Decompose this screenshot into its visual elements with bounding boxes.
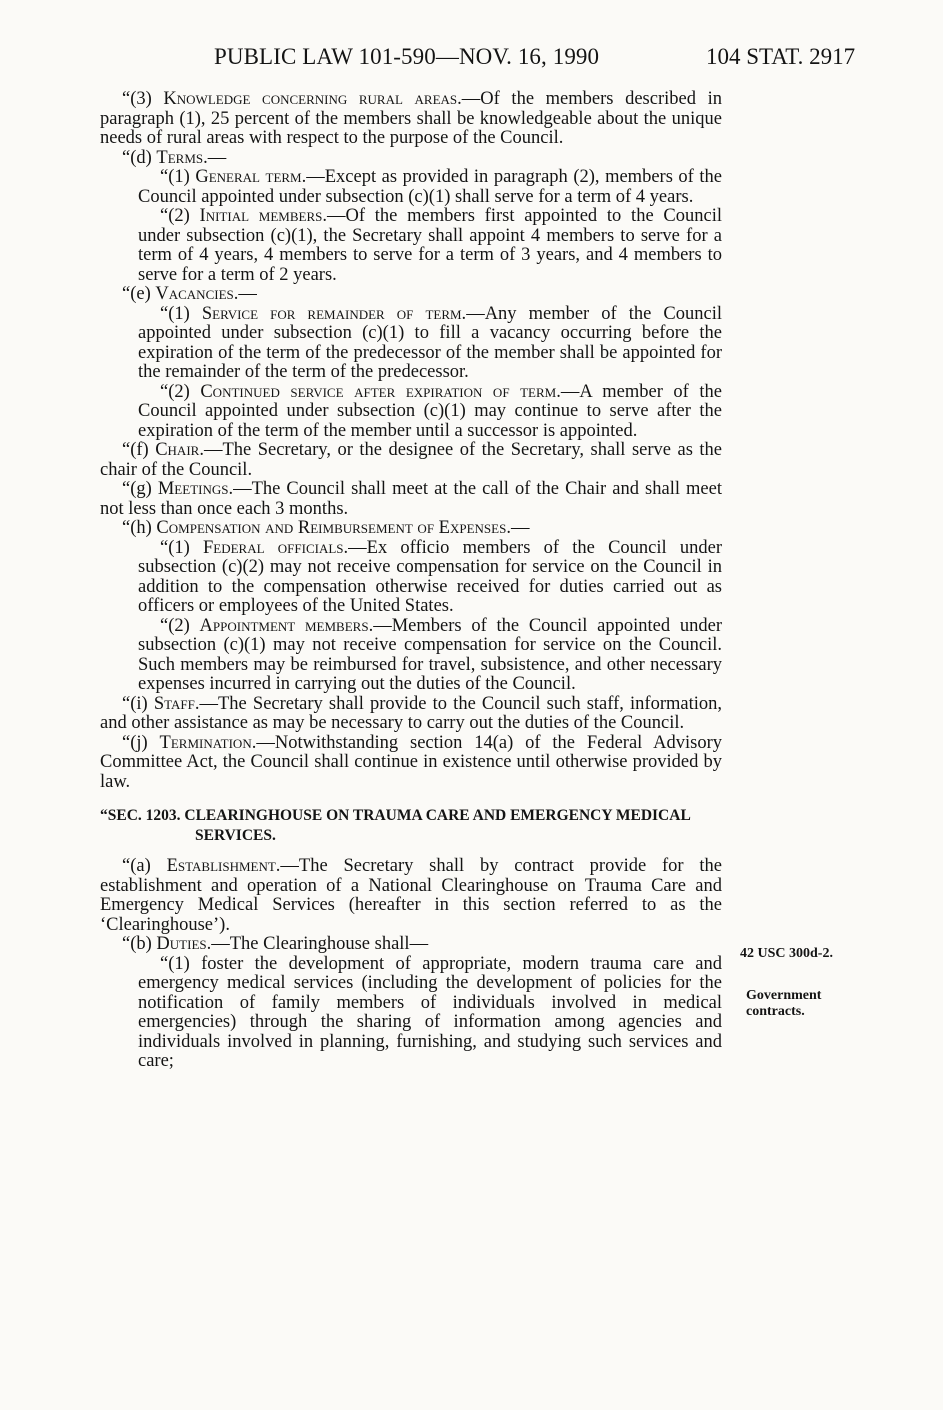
page-header [0,44,943,74]
paragraph-d2-initial-members: “(2) Initial members.—Of the members first appointed to the Council under subsection (c)(1), the Secretary shall appoint 4 members to serve for a term of 4 years, 4 members to serve for a term of 3 years, and 4 members to serve for a term of 2 years. [138,206,722,285]
subsection-j-termination: “(j) Termination.—Notwithstanding section 14(a) of the Federal Advisory Committee Act, the Council shall continue in existence until otherwise provided by law. [100,732,722,792]
statute-body [100,90,722,1072]
running-head-title: PUBLIC LAW 101-590—NOV. 16, 1990 [214,44,600,69]
subsection-a-establishment: “(a) Establishment.—The Secretary shall by contract provide for the establishment and operation of a National Clearinghouse on Trauma Care and Emergency Medical Services (hereafter in this section referred to as the ‘Clearinghouse’). [100,856,722,935]
subsection-b-duties: “(b) Duties.—The Clearinghouse shall— [122,934,429,954]
section-1203-heading: “SEC. 1203. CLEARINGHOUSE ON TRAUMA CARE AND EMERGENCY MEDICAL SERVICES. [100,807,690,844]
paragraph-c3-rural-areas: “(3) Knowledge concerning rural areas.—Of the members described in paragraph (1), 25 percent of the members shall be knowledgeable about the unique needs of rural areas with respect to the purpose of the Council. [100,89,722,148]
paragraph-e1-remainder-of-term: “(1) Service for remainder of term.—Any member of the Council appointed under subsection (c)(1) to fill a vacancy occurring before the expiration of the term of the predecessor of the member shall be appointed for the remainder of the term of the predecessor. [138,303,722,382]
paragraph-h2-appointment-members: “(2) Appointment members.—Members of the Council appointed under subsection (c)(1) may not receive compensation for service on the Council. Such members may be reimbursed for travel, subsistence, and other necessary expenses incurred in carrying out the duties of the Council. [138,615,722,694]
subsection-d-terms: “(d) Terms.— [122,147,227,168]
paragraph-d1-general-term: “(1) General term.—Except as provided in paragraph (2), members of the Council appointed under subsection (c)(1) shall serve for a term of 4 years. [138,167,722,207]
subsection-h-compensation: “(h) Compensation and Reimbursement of Expenses.— [122,518,530,538]
paragraph-e2-continued-service: “(2) Continued service after expiration of term.—A member of the Council appointed under subsection (c)(1) may continue to serve after the expiration of the term of the member until a successor is appointed. [138,381,722,441]
paragraph-h1-federal-officials: “(1) Federal officials.—Ex officio members of the Council under subsection (c)(2) may not receive compensation for service on the Council in addition to the compensation otherwise received for duties carried out as officers or employees of the United States. [138,537,722,616]
margin-note-government-contracts: Government contracts. [746,988,822,1019]
margin-note-usc-citation: 42 USC 300d-2. [740,946,833,961]
subsection-g-meetings: “(g) Meetings.—The Council shall meet at the call of the Chair and shall meet not less than once each 3 months. [100,479,722,519]
paragraph-b1-foster-development: “(1) foster the development of appropriate, modern trauma care and emergency medical services (including the development of policies for the notification of family members of individuals involved in medical emergencies) through the sharing of information among agencies and individuals involved in planning, furnishing, and studying such services and care; [138,953,722,1071]
subsection-f-chair: “(f) Chair.—The Secretary, or the designee of the Secretary, shall serve as the chair of the Council. [100,440,722,480]
statute-page-number: 104 STAT. 2917 [706,44,856,69]
subsection-i-staff: “(i) Staff.—The Secretary shall provide to the Council such staff, information, and other assistance as may be necessary to carry out the duties of the Council. [100,693,722,733]
subsection-e-vacancies: “(e) Vacancies.— [122,284,257,304]
